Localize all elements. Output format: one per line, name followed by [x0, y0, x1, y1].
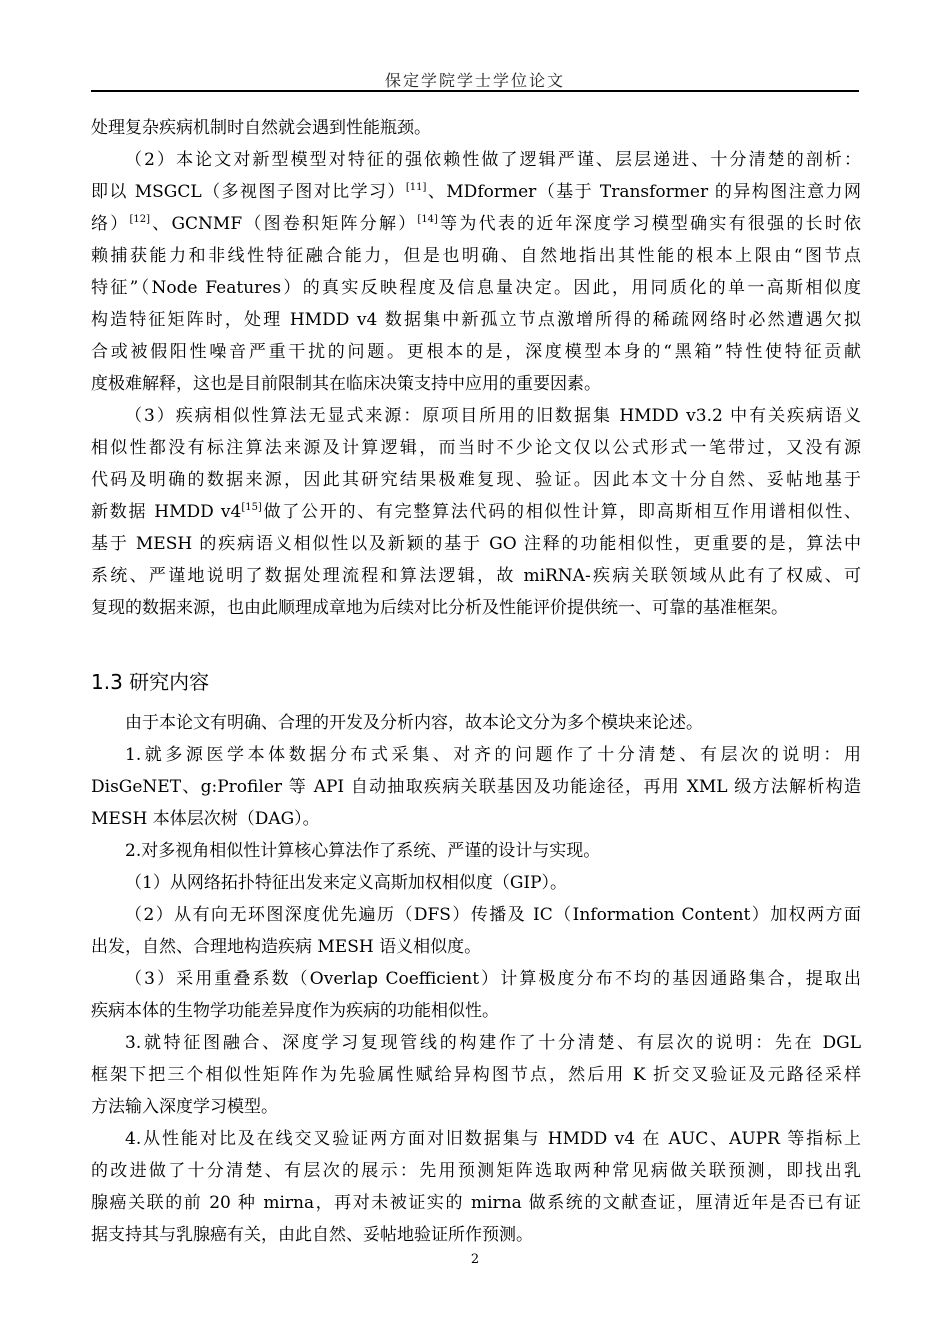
text-line — [91, 1219, 861, 1251]
text-run: 基于 MESH 的疾病语义相似性以及新颖的基于 GO 注释的功能相似性，更重要的是，算法中 — [91, 534, 861, 554]
text-line — [91, 771, 861, 803]
text-line — [91, 208, 861, 240]
text-run: 2.对多视角相似性计算核心算法作了系统、严谨的设计与实现。 — [125, 841, 601, 861]
text-line — [91, 899, 861, 931]
text-run: 等为代表的近年深度学习模型确实有很强的长时依 — [437, 214, 862, 234]
text-run: 框架下把三个相似性矩阵作为先验属性赋给异构图节点，然后用 K 折交叉验证及元路径采样 — [91, 1065, 861, 1085]
text-line — [91, 272, 861, 304]
text-run: 构造特征矩阵时，处理 HMDD v4 数据集中新孤立节点激增所得的稀疏网络时必然遭遇欠拟 — [91, 310, 861, 330]
text-line — [91, 995, 861, 1027]
citation-ref: [11] — [405, 182, 427, 193]
citation-ref: [14] — [417, 214, 438, 225]
text-line — [91, 803, 861, 835]
text-run: 腺癌关联的前 20 种 mirna，再对未被证实的 mirna 做系统的文献查证，厘清近年是否已有证 — [91, 1193, 861, 1213]
page-number: 2 — [470, 1252, 480, 1267]
text-line — [91, 931, 861, 963]
text-run: 处理复杂疾病机制时自然就会遇到性能瓶颈。 — [91, 118, 431, 138]
text-run: 赖捕获能力和非线性特征融合能力，但是也明确、自然地指出其性能的根本上限由“图节点 — [91, 246, 861, 266]
citation-ref: [15] — [241, 502, 262, 513]
text-line — [91, 240, 861, 272]
text-line — [91, 1187, 861, 1219]
text-run: 疾病本体的生物学功能差异度作为疾病的功能相似性。 — [91, 1001, 499, 1021]
text-run: 做了公开的、有完整算法代码的相似性计算，即高斯相互作用谱相似性、 — [261, 502, 861, 522]
text-run: 、MDformer（基于 Transformer 的异构图注意力网 — [426, 182, 861, 202]
text-run: 络） — [91, 214, 130, 234]
text-run: 据支持其与乳腺癌有关，由此自然、妥帖地验证所作预测。 — [91, 1225, 533, 1245]
text-line — [91, 368, 861, 400]
text-line — [91, 560, 861, 592]
text-run: MESH 本体层次树（DAG）。 — [91, 809, 320, 829]
text-line — [91, 1027, 861, 1059]
text-line — [91, 432, 861, 464]
text-line — [91, 304, 861, 336]
text-line — [91, 144, 861, 176]
text-run: （3）疾病相似性算法无显式来源：原项目所用的旧数据集 HMDD v3.2 中有关疾病语义 — [125, 406, 861, 426]
text-run: 出发，自然、合理地构造疾病 MESH 语义相似度。 — [91, 937, 482, 957]
text-line — [91, 336, 861, 368]
citation-ref: [12] — [129, 214, 150, 225]
text-line — [91, 1091, 861, 1123]
header-rule — [91, 90, 859, 92]
text-run: 4.从性能对比及在线交叉验证两方面对旧数据集与 HMDD v4 在 AUC、AUPR 等指标上 — [125, 1129, 861, 1149]
text-run: （2）从有向无环图深度优先遍历（DFS）传播及 IC（Information Content）加权两方面 — [125, 905, 861, 925]
text-line — [91, 592, 861, 624]
text-run: 即以 MSGCL（多视图子图对比学习） — [91, 182, 406, 202]
text-run: 复现的数据来源，也由此顺理成章地为后续对比分析及性能评价提供统一、可靠的基准框架。 — [91, 598, 788, 618]
running-header: 保定学院学士学位论文 — [384, 71, 565, 90]
text-run: 相似性都没有标注算法来源及计算逻辑，而当时不少论文仅以公式形式一笔带过，又没有源 — [91, 438, 861, 458]
text-run: 的改进做了十分清楚、有层次的展示：先用预测矩阵选取两种常见病做关联预测，即找出乳 — [91, 1161, 861, 1181]
text-line — [91, 528, 861, 560]
text-run: 方法输入深度学习模型。 — [91, 1097, 278, 1117]
text-line — [91, 1059, 861, 1091]
text-run: 合或被假阳性噪音严重干扰的问题。更根本的是，深度模型本身的“黑箱”特性使特征贡献 — [91, 342, 861, 362]
text-run: DisGeNET、g:Profiler 等 API 自动抽取疾病关联基因及功能途径，再用 XML 级方法解析构造 — [91, 777, 861, 797]
text-line — [91, 176, 861, 208]
text-line — [91, 963, 861, 995]
text-run: 1.就多源医学本体数据分布式采集、对齐的问题作了十分清楚、有层次的说明：用 — [125, 745, 861, 765]
text-line — [91, 867, 861, 899]
text-run: 代码及明确的数据来源，因此其研究结果极难复现、验证。因此本文十分自然、妥帖地基于 — [91, 470, 861, 490]
text-line — [91, 496, 861, 528]
text-line — [91, 835, 861, 867]
text-line — [91, 112, 861, 144]
text-run: 3.就特征图融合、深度学习复现管线的构建作了十分清楚、有层次的说明：先在 DGL — [125, 1033, 861, 1053]
text-line — [91, 707, 861, 739]
text-run: 、GCNMF（图卷积矩阵分解） — [150, 214, 418, 234]
text-run: 度极难解释，这也是目前限制其在临床决策支持中应用的重要因素。 — [91, 374, 601, 394]
section-1-3-text — [91, 707, 861, 1251]
text-run: 新数据 HMDD v4 — [91, 502, 242, 522]
text-line — [91, 1123, 861, 1155]
text-run: （2）本论文对新型模型对特征的强依赖性做了逻辑严谨、层层递进、十分清楚的剖析： — [125, 150, 861, 170]
text-line — [91, 400, 861, 432]
text-run: （3）采用重叠系数（Overlap Coefficient）计算极度分布不均的基因通路集合，提取出 — [125, 969, 861, 989]
section-heading: 1.3 研究内容 — [91, 670, 210, 694]
text-line — [91, 739, 861, 771]
text-line — [91, 464, 861, 496]
text-run: 特征”（Node Features）的真实反映程度及信息量决定。因此，用同质化的单一高斯相似度 — [91, 278, 861, 298]
text-line — [91, 1155, 861, 1187]
text-run: 由于本论文有明确、合理的开发及分析内容，故本论文分为多个模块来论述。 — [125, 713, 703, 733]
text-run: 系统、严谨地说明了数据处理流程和算法逻辑，故 miRNA-疾病关联领域从此有了权威、可 — [91, 566, 861, 586]
text-run: （1）从网络拓扑特征出发来定义高斯加权相似度（GIP）。 — [125, 873, 568, 893]
section-1-2-text — [91, 112, 861, 624]
